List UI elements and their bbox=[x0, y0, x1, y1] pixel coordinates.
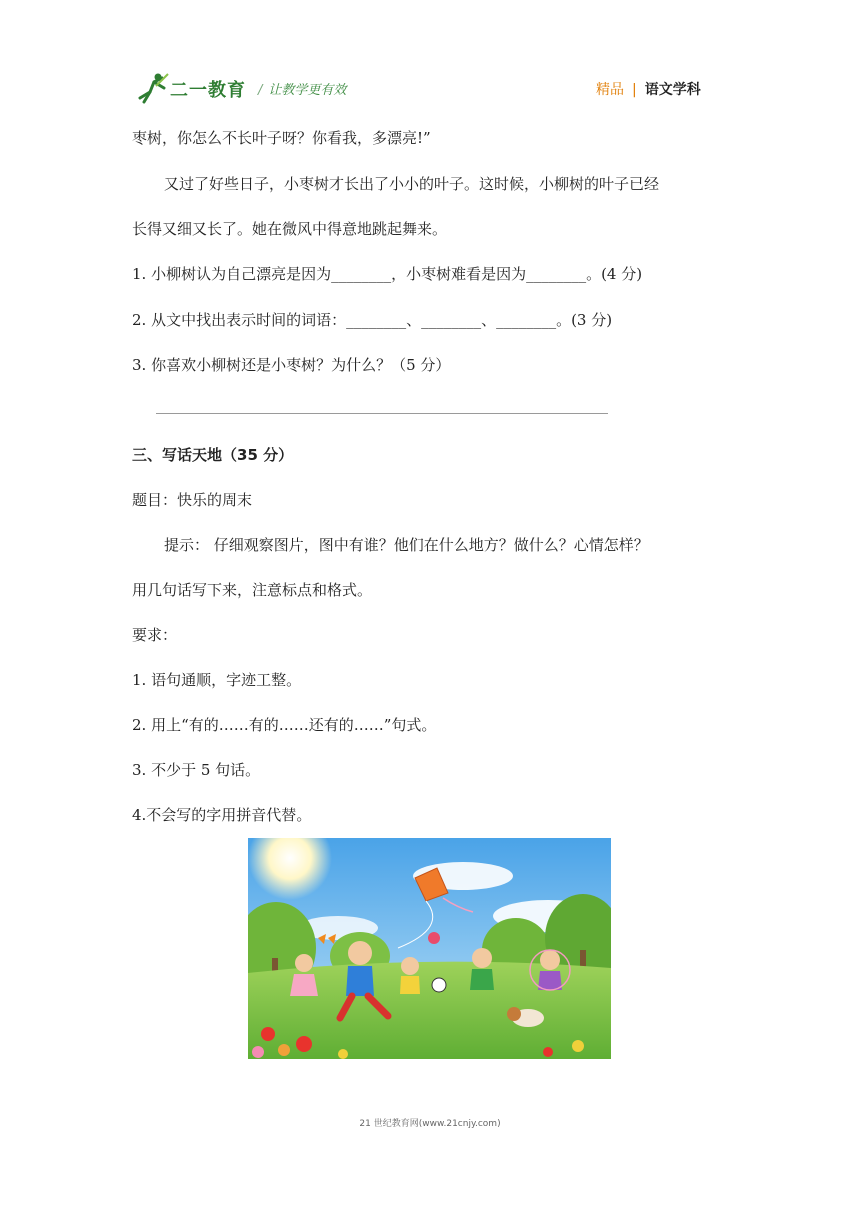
section-title: 三、写话天地（35 分） bbox=[132, 446, 294, 464]
slogan-text: 让教学更有效 bbox=[268, 83, 347, 98]
passage-line: 长得又细又长了。她在微风中得意地跳起舞来。 bbox=[132, 220, 448, 238]
writing-topic: 题目：快乐的周末 bbox=[132, 491, 253, 509]
answer-line bbox=[156, 413, 608, 414]
question-item: 1. 小柳树认为自己漂亮是因为________，小枣树难看是因为________。(4 分) bbox=[132, 265, 643, 283]
page-header bbox=[136, 72, 726, 106]
hint-line: 用几句话写下来，注意标点和格式。 bbox=[132, 581, 373, 599]
requirement-item: 4.不会写的字用拼音代替。 bbox=[132, 806, 312, 824]
logo-text: 二一教育 bbox=[170, 80, 246, 101]
header-right bbox=[596, 79, 701, 99]
question-item: 3. 你喜欢小柳树还是小枣树？为什么？（5 分） bbox=[132, 356, 451, 374]
header-separator: | bbox=[632, 82, 637, 98]
requirement-item: 1. 语句通顺，字迹工整。 bbox=[132, 671, 302, 689]
page-footer: 21 世纪教育网(www.21cnjy.com) bbox=[359, 1119, 501, 1129]
slogan-slash: / bbox=[258, 83, 263, 98]
passage-line: 枣树，你怎么不长叶子呀？你看我，多漂亮!” bbox=[132, 129, 431, 147]
subject-label: 语文学科 bbox=[644, 82, 701, 98]
passage-line: 又过了好些日子，小枣树才长出了小小的叶子。这时候，小柳树的叶子已经 bbox=[164, 175, 660, 193]
park-illustration bbox=[248, 838, 611, 1059]
requirement-item: 3. 不少于 5 句话。 bbox=[132, 761, 261, 779]
hint-line: 提示： 仔细观察图片，图中有谁？他们在什么地方？做什么？心情怎样？ bbox=[164, 536, 649, 554]
requirements-title: 要求： bbox=[132, 626, 178, 644]
requirement-item: 2. 用上“有的……有的……还有的……”句式。 bbox=[132, 716, 437, 734]
question-item: 2. 从文中找出表示时间的词语：________、________、________。(3 分) bbox=[132, 311, 613, 329]
slogan bbox=[258, 79, 346, 98]
quality-badge: 精品 bbox=[596, 82, 624, 98]
